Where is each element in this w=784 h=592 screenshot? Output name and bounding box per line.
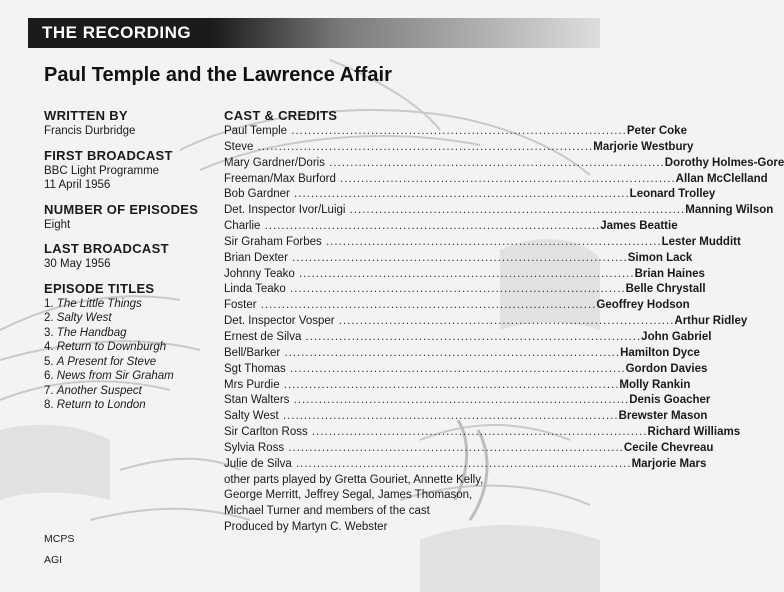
cast-actor: Dorothy Holmes-Gore bbox=[664, 156, 784, 169]
cast-actor: Arthur Ridley bbox=[674, 315, 748, 328]
cast-actor: Simon Lack bbox=[627, 251, 693, 264]
episode-number: 1. bbox=[44, 297, 54, 310]
leader-dots: ................................................................................ bbox=[334, 315, 675, 328]
cast-column bbox=[224, 108, 784, 536]
section-banner bbox=[28, 18, 600, 48]
leader-dots: ................................................................................ bbox=[289, 394, 630, 407]
section-heading: FIRST BROADCAST bbox=[44, 147, 173, 163]
episodes-count-section bbox=[44, 202, 224, 233]
episode-number: 2. bbox=[44, 312, 54, 324]
cast-role: Paul Temple bbox=[224, 125, 288, 137]
cast-row bbox=[224, 267, 705, 283]
cast-row bbox=[224, 203, 774, 219]
leader-dots: ................................................................................ bbox=[307, 426, 648, 439]
section-value: BBC Light Programme bbox=[44, 164, 160, 177]
cast-row bbox=[224, 235, 741, 251]
cast-role: Sir Graham Forbes bbox=[224, 235, 322, 248]
episode-titles-section bbox=[44, 281, 224, 413]
cast-role: Foster bbox=[224, 299, 257, 312]
section-value: 11 April 1956 bbox=[44, 179, 111, 191]
cast-row bbox=[224, 378, 691, 394]
cast-role: Linda Teako bbox=[224, 283, 286, 296]
leader-dots: ................................................................................ bbox=[280, 346, 621, 359]
section-heading: LAST BROADCAST bbox=[44, 241, 169, 256]
other-credit-line: Produced by Martyn C. Webster bbox=[224, 521, 388, 534]
episode-item bbox=[44, 355, 224, 370]
leader-dots: ................................................................................ bbox=[285, 283, 626, 296]
episode-title: The Handbag bbox=[56, 326, 127, 339]
section-heading: CAST & CREDITS bbox=[224, 108, 338, 123]
cast-role: Mrs Purdie bbox=[224, 378, 280, 391]
cast-actor: Hamilton Dyce bbox=[620, 346, 700, 359]
leader-dots: ................................................................................ bbox=[289, 188, 630, 201]
leader-dots: ................................................................................ bbox=[285, 362, 626, 375]
cast-row bbox=[224, 124, 687, 140]
other-credit-line: Michael Turner and members of the cast bbox=[224, 505, 430, 518]
leader-dots: ................................................................................ bbox=[321, 235, 662, 248]
cast-actor: Belle Chrystall bbox=[625, 283, 706, 296]
cast-row bbox=[224, 156, 784, 172]
episode-number: 5. bbox=[44, 355, 54, 368]
cast-role: Salty West bbox=[224, 410, 279, 423]
leader-dots: ................................................................................ bbox=[301, 330, 642, 343]
cast-actor: Brian Haines bbox=[634, 267, 705, 280]
cast-actor: Allan McClelland bbox=[675, 172, 768, 185]
cast-role: Steve bbox=[224, 140, 254, 153]
leader-dots: ................................................................................ bbox=[345, 204, 686, 217]
episode-item bbox=[44, 326, 224, 341]
cast-row bbox=[224, 409, 708, 425]
leader-dots: ................................................................................ bbox=[256, 299, 597, 312]
cast-role: Det. Inspector Ivor/Luigi bbox=[224, 204, 346, 217]
episode-item bbox=[44, 340, 224, 355]
section-heading: NUMBER OF EPISODES bbox=[44, 201, 199, 217]
cast-role: Sylvia Ross bbox=[224, 441, 285, 454]
cast-role: Ernest de Silva bbox=[224, 330, 302, 343]
episode-title: News from Sir Graham bbox=[56, 370, 174, 382]
cast-actor: Gordon Davies bbox=[625, 362, 708, 375]
episode-title: Another Suspect bbox=[56, 384, 142, 397]
cast-actor: Lester Mudditt bbox=[661, 235, 741, 248]
cast-row bbox=[224, 298, 690, 314]
other-credits bbox=[224, 473, 496, 536]
episode-item bbox=[44, 297, 224, 312]
episode-number: 6. bbox=[44, 370, 54, 382]
cast-row bbox=[224, 251, 693, 267]
leader-dots: ................................................................................ bbox=[287, 125, 627, 137]
episode-item bbox=[44, 398, 224, 413]
cast-row bbox=[224, 314, 748, 330]
cast-list bbox=[224, 124, 784, 473]
cast-role: Brian Dexter bbox=[224, 251, 288, 264]
cast-row bbox=[224, 393, 711, 409]
cast-role: Bell/Barker bbox=[224, 346, 281, 359]
cast-actor: James Beattie bbox=[600, 220, 678, 233]
cast-row bbox=[224, 282, 706, 298]
cast-actor: Peter Coke bbox=[626, 125, 687, 137]
episode-item bbox=[44, 384, 224, 399]
leader-dots: ................................................................................ bbox=[291, 457, 632, 470]
other-credit-line: other parts played by Gretta Gouriet, Annette Kelly, bbox=[224, 473, 484, 486]
episode-title: Return to Downburgh bbox=[56, 341, 167, 353]
cast-role: Mary Gardner/Doris bbox=[224, 156, 325, 169]
written-by-section bbox=[44, 108, 224, 139]
leader-dots: ................................................................................ bbox=[294, 267, 635, 280]
cast-actor: Richard Williams bbox=[647, 426, 741, 439]
cast-role: Sgt Thomas bbox=[224, 362, 286, 375]
episode-title: Return to London bbox=[56, 399, 146, 411]
cast-role: Bob Gardner bbox=[224, 188, 290, 201]
episode-number: 3. bbox=[44, 326, 54, 339]
section-heading: WRITTEN BY bbox=[44, 108, 128, 123]
leader-dots: ................................................................................ bbox=[260, 220, 601, 233]
episode-item bbox=[44, 369, 224, 384]
cast-role: Julie de Silva bbox=[224, 457, 292, 470]
cast-actor: Denis Goacher bbox=[629, 394, 711, 407]
cast-row bbox=[224, 187, 716, 203]
leader-dots: ................................................................................ bbox=[324, 156, 665, 169]
cast-row bbox=[224, 362, 708, 378]
first-broadcast-section bbox=[44, 148, 224, 193]
section-value: 30 May 1956 bbox=[44, 258, 111, 270]
leader-dots: ................................................................................ bbox=[279, 378, 620, 391]
last-broadcast-section bbox=[44, 241, 224, 272]
leader-dots: ................................................................................ bbox=[335, 172, 676, 185]
cast-row bbox=[224, 172, 768, 188]
cast-row bbox=[224, 140, 694, 156]
cast-actor: Marjorie Westbury bbox=[593, 140, 694, 153]
episode-item bbox=[44, 311, 224, 326]
episode-number: 7. bbox=[44, 384, 54, 397]
other-credit-line: George Merritt, Jeffrey Segal, James Thomason, bbox=[224, 489, 473, 502]
cast-actor: Manning Wilson bbox=[685, 204, 774, 217]
footer-mcps: MCPS bbox=[44, 533, 75, 545]
cast-row bbox=[224, 457, 707, 473]
cast-row bbox=[224, 346, 700, 362]
cast-role: Det. Inspector Vosper bbox=[224, 315, 335, 328]
cast-row bbox=[224, 441, 714, 457]
episode-title: Salty West bbox=[56, 312, 112, 324]
cast-role: Sir Carlton Ross bbox=[224, 426, 308, 439]
cast-actor: Leonard Trolley bbox=[629, 188, 716, 201]
page-title: Paul Temple and the Lawrence Affair bbox=[44, 64, 392, 86]
leader-dots: ................................................................................ bbox=[253, 140, 594, 153]
cast-actor: Geoffrey Hodson bbox=[596, 299, 690, 312]
leader-dots: ................................................................................ bbox=[278, 410, 619, 423]
cast-actor: John Gabriel bbox=[641, 330, 712, 343]
section-value: Francis Durbridge bbox=[44, 125, 136, 137]
cast-actor: Molly Rankin bbox=[619, 378, 691, 391]
cast-row bbox=[224, 219, 678, 235]
episode-list bbox=[44, 297, 224, 413]
episode-number: 8. bbox=[44, 399, 54, 411]
section-value: Eight bbox=[44, 218, 71, 231]
cast-role: Stan Walters bbox=[224, 394, 290, 407]
cast-actor: Brewster Mason bbox=[618, 410, 708, 423]
episode-title: A Present for Steve bbox=[56, 355, 157, 368]
cast-role: Charlie bbox=[224, 220, 261, 233]
episode-title: The Little Things bbox=[56, 297, 142, 310]
section-heading: EPISODE TITLES bbox=[44, 280, 155, 296]
cast-row bbox=[224, 425, 741, 441]
cast-role: Freeman/Max Burford bbox=[224, 172, 336, 185]
cast-row bbox=[224, 330, 712, 346]
left-column bbox=[44, 108, 224, 422]
cast-actor: Marjorie Mars bbox=[631, 457, 707, 470]
banner-label: THE RECORDING bbox=[42, 23, 192, 42]
leader-dots: ................................................................................ bbox=[284, 441, 624, 454]
cast-actor: Cecile Chevreau bbox=[623, 441, 714, 454]
episode-number: 4. bbox=[44, 341, 54, 353]
footer-agi: AGI bbox=[44, 554, 63, 566]
cast-role: Johnny Teako bbox=[224, 267, 295, 280]
leader-dots: ................................................................................ bbox=[287, 251, 628, 264]
